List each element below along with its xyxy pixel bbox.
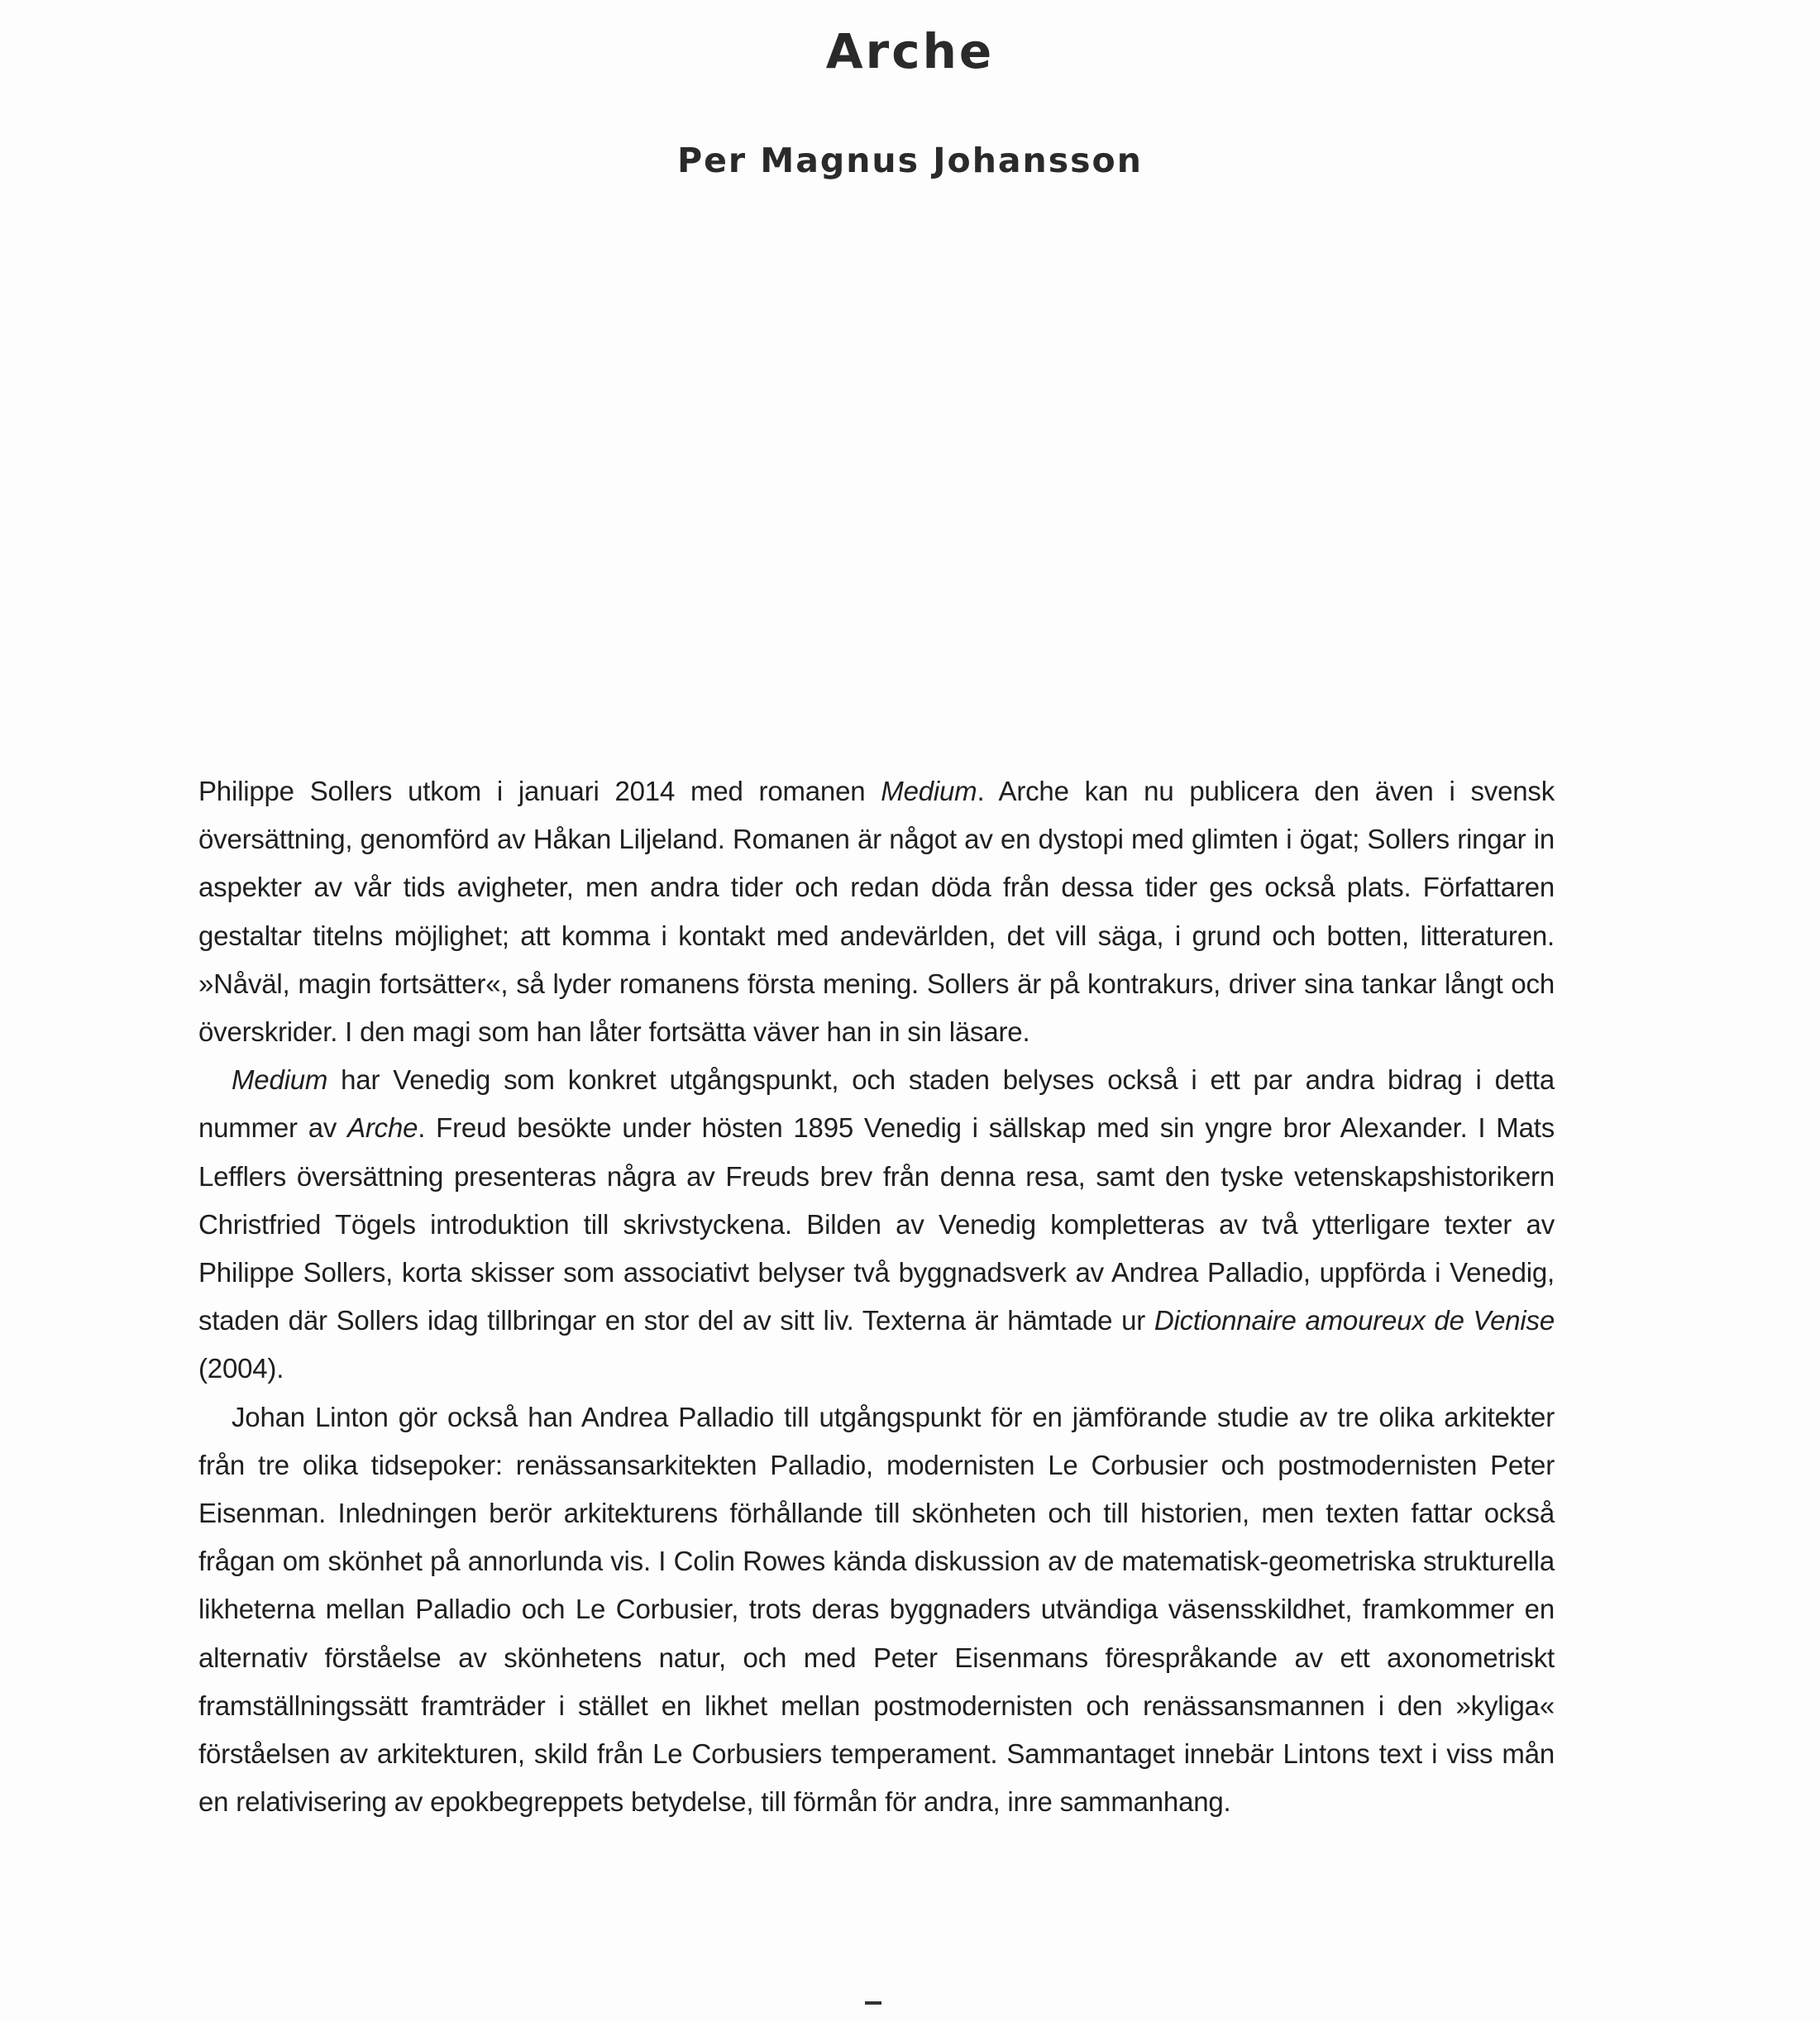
paragraph-2-part-1: Medium — [232, 1064, 328, 1096]
paragraph-1 — [198, 767, 1555, 1056]
paragraph-2-part-2: har Venedig som konkret utgångspunkt, och staden belyses också i ett par andra bidrag i detta nummer av — [198, 1064, 1555, 1144]
paragraph-1-part-3: . Arche kan nu publicera den även i svensk översättning, genomförd av Håkan Liljeland. Romanen är något av en dystopi med glimten i ögat; Sollers ringar in aspekter av vår tids avigheter, men andra tider och redan döda från dessa tider ges också plats. Författaren gestaltar titelns möjlighet; att komma i kontakt med andevärlden, det vill säga, i grund och botten, litteraturen. »Nåväl, magin fortsätter«, så lyder romanens första mening. Sollers är på kontrakurs, driver sina tankar långt och överskrider. I den magi som han låter fortsätta väver han in sin läsare. — [198, 776, 1555, 1048]
paragraph-2-part-6: (2004). — [198, 1353, 284, 1384]
article-author: Per Magnus Johansson — [677, 141, 1143, 180]
paragraph-2 — [198, 1056, 1555, 1393]
paragraph-1-part-2: Medium — [881, 776, 977, 806]
paragraph-2-part-3: Arche — [347, 1112, 418, 1144]
page-mark — [865, 2001, 881, 2005]
paragraph-3 — [198, 1393, 1555, 1827]
paragraph-2-part-4: . Freud besökte under hösten 1895 Venedig i sällskap med sin yngre bror Alexander. I Mats Lefflers översättning presenteras några av Freuds brev från denna resa, samt den tyske vetenskapshistorikern Christfried Tögels introduktion till skrivstyckena. Bilden av Venedig kompletteras av två ytterligare texter av Philippe Sollers, korta skisser som associativt belyser två byggnadsverk av Andrea Palladio, uppförda i Venedig, staden där Sollers idag tillbringar en stor del av sitt liv. Texterna är hämtade ur — [198, 1112, 1555, 1336]
paragraph-1-part-1: Philippe Sollers utkom i januari 2014 med romanen — [198, 776, 881, 806]
paragraph-2-part-5: Dictionnaire amoureux de Venise — [1154, 1305, 1555, 1336]
article-title: Arche — [825, 23, 995, 79]
paragraph-3-part-1: Johan Linton gör också han Andrea Palladio till utgångspunkt för en jämförande studie av tre olika arkitekter från tre olika tidsepoker: renässansarkitekten Palladio, modernisten Le Corbusier och postmodernisten Peter Eisenman. Inledningen berör arkitekturens förhållande till skönheten och till historien, men texten fattar också frågan om skönhet på annorlunda vis. I Colin Rowes kända diskussion av de matematisk-geometriska strukturella likheterna mellan Palladio och Le Corbusier, trots deras byggnaders utvändiga väsensskildhet, framkommer en alternativ förståelse av skönhetens natur, och med Peter Eisenmans förespråkande av ett axonometriskt framställningssätt framträder i stället en likhet mellan postmodernisten och renässansmannen i den »kyliga« förståelsen av arkitekturen, skild från Le Corbusiers temperament. Sammantaget innebär Lintons text i viss mån en relativisering av epokbegreppets betydelse, till förmån för andra, inre sammanhang. — [198, 1401, 1555, 1818]
article-body — [198, 767, 1555, 1826]
